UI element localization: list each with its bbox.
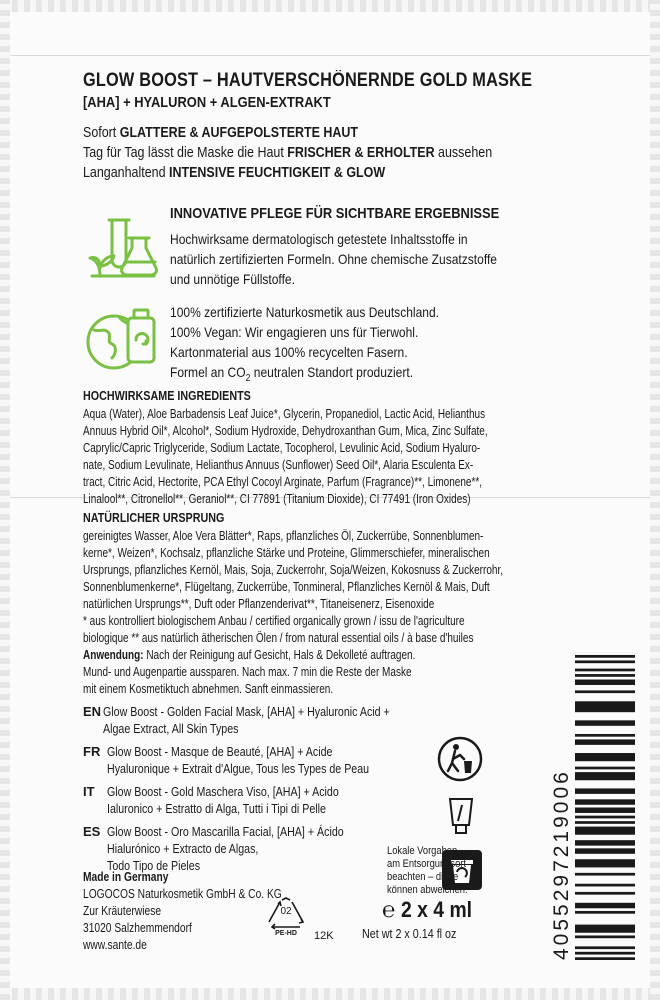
earth-bottle-icon [84, 300, 160, 376]
eco-line [170, 302, 570, 322]
barcode-bar [575, 808, 635, 813]
benefit-line [83, 143, 563, 163]
origin-line [83, 545, 573, 562]
origin-line [83, 562, 573, 579]
innovation-line [170, 249, 570, 269]
eco-line [170, 342, 570, 362]
translation-text [107, 783, 390, 817]
barcode-bar [575, 674, 635, 677]
origin-text: biologique ** aus natürlich ätherischen Ölen / from natural essential oils / à base d'huiles [83, 631, 474, 645]
barcode-bar [575, 767, 635, 770]
translation-en [83, 703, 453, 737]
barcode-bar [575, 935, 635, 938]
translation-line: Ialuronico + Estratto di Alga, Tutti i Tipi di Pelle [107, 801, 326, 816]
origin-text: Sonnenblumenkerne*, Flügeltang, Zuckerrübe, Tonmineral, Pflanzliches Kernöl & Mais, Duft [83, 580, 490, 594]
barcode-bar [575, 739, 635, 744]
eco-text: 100% zertifizierte Naturkosmetik aus Deutschland. [170, 304, 440, 320]
barcode-bar [575, 957, 635, 960]
disposal-note-line: können abweichen. [387, 884, 468, 896]
disposal-note-line: Lokale Vorgaben [387, 845, 458, 857]
translation-fr [83, 743, 453, 777]
serrated-edge-bottom [0, 988, 660, 1000]
usage-text: Mund- und Augenpartie aussparen. Nach max. 7 min die Reste der Maske [83, 665, 412, 679]
language-code: EN [83, 704, 102, 719]
net-weight-text: Net wt 2 x 0.14 fl oz [362, 927, 457, 941]
origin-text: Ursprungs, pflanzliches Kernöl, Mais, Soja, Zuckerrohr, Soja/Weizen, Kokosnuss & Zuckerrohr, [83, 563, 503, 577]
language-code: ES [83, 824, 101, 839]
quantity [382, 897, 482, 923]
benefit-bold: GLATTERE & AUFGEPOLSTERTE HAUT [119, 125, 359, 141]
eco-block [170, 302, 570, 389]
made-in: Made in Germany [83, 870, 169, 884]
translation-text [107, 823, 396, 874]
origin-line [83, 613, 573, 630]
ingredients-heading-text: HOCHWIRKSAME INGREDIENTS [83, 389, 251, 403]
benefit-bold: FRISCHER & ERHOLTER [287, 145, 435, 161]
product-subtitle [83, 93, 563, 113]
ingredients-list [83, 406, 573, 508]
net-weight [362, 927, 472, 941]
title-rest: – HAUTVERSCHÖNERNDE GOLD MASKE [198, 70, 533, 91]
origin-text: kerne*, Weizen*, Kochsalz, pflanzliche Stärke und Proteine, Glimmerschiefer, mineralischen [83, 546, 490, 560]
barcode-bar [575, 884, 635, 887]
innovation-text: natürlich zertifizierten Formeln. Ohne chemische Zusatzstoffe [170, 251, 498, 267]
ingredients-text: Aqua (Water), Aloe Barbadensis Leaf Juice*, Glycerin, Propanediol, Lactic Acid, Helianthus [83, 407, 486, 421]
ingredients-text: tract, Citric Acid, Hectorite, PCA Ethyl Cocoyl Arginate, Parfum (Fragrance)**, Limonene**, [83, 475, 483, 489]
translation-line: Todo Tipo de Pieles [107, 858, 201, 873]
title-block [83, 70, 563, 183]
subtitle-text: [AHA] + HYALURON + ALGEN-EXTRAKT [83, 94, 331, 111]
origin-list [83, 528, 573, 647]
benefit-line [83, 163, 563, 183]
recycling-code [266, 896, 306, 940]
barcode-bar [575, 892, 635, 895]
translation-it [83, 783, 453, 817]
quantity-amount: 2 x 4 ml [401, 897, 473, 922]
benefit-text: Sofort [83, 125, 120, 141]
usage-label: Anwendung: [83, 648, 144, 662]
origin-line [83, 630, 573, 647]
brand-name: GLOW BOOST [83, 70, 199, 91]
barcode [575, 655, 635, 960]
ingredients-line [83, 491, 573, 508]
barcode-bar [575, 873, 635, 876]
innovation-block [170, 204, 570, 289]
co2-subscript: 2 [245, 372, 251, 384]
ingredients-text: nate, Sodium Levulinate, Helianthus Annuus (Sunflower) Seed Oil*, Alaria Esculenta Ex- [83, 458, 474, 472]
period-after-opening: 12K [314, 930, 334, 942]
origin-line [83, 528, 573, 545]
usage-line [83, 647, 573, 664]
ingredients-line [83, 474, 573, 491]
barcode-digits [550, 670, 573, 960]
barcode-bar [575, 690, 635, 693]
barcode-bar [575, 946, 635, 949]
lab-plant-icon [84, 210, 160, 286]
barcode-bar [575, 911, 635, 914]
usage-block [83, 647, 573, 698]
ingredients-line [83, 406, 573, 423]
translation-line: Glow Boost - Gold Maschera Viso, [AHA] + Acido [107, 784, 339, 799]
eco-text: neutralen Standort produziert. [250, 364, 414, 380]
barcode-bar [575, 903, 635, 908]
origin-text: gereinigtes Wasser, Aloe Vera Blätter*, Raps, pflanzliches Öl, Zuckerrübe, Sonnenblumen- [83, 529, 484, 543]
disposal-note-line: beachten – diese [387, 871, 459, 883]
origin-line [83, 596, 573, 613]
serrated-edge-left [0, 0, 10, 1000]
origin-line [83, 579, 573, 596]
estimated-sign: ℮ [382, 897, 396, 922]
ingredients-heading [83, 389, 278, 403]
benefit-text: Langanhaltend [83, 165, 169, 181]
disposal-note [387, 845, 482, 897]
barcode-bar [575, 772, 635, 780]
recycling-number: 02 [280, 906, 292, 917]
translation-line: Hialurónico + Extracto de Algas, [107, 841, 259, 856]
origin-heading-text: NATÜRLICHER URSPRUNG [83, 511, 225, 525]
translation-text [103, 703, 453, 737]
ingredients-text: Caprylic/Capric Triglyceride, Sodium Lactate, Tocopherol, Levulinic Acid, Sodium Hyaluro- [83, 441, 481, 455]
barcode-bar [575, 925, 635, 933]
translation-line: Algae Extract, All Skin Types [103, 721, 239, 736]
usage-text: Nach der Reinigung auf Gesicht, Hals & Dekolleté auftragen. [143, 648, 416, 662]
origin-text: * aus kontrolliert biologischem Anbau / certified organically grown / issu de l'agriculture [83, 614, 465, 628]
translation-line: Glow Boost - Oro Mascarilla Facial, [AHA] + Ácido [107, 824, 344, 839]
benefit-text: aussehen [434, 145, 493, 161]
seal-line-top [10, 55, 650, 56]
barcode-bar [575, 859, 635, 867]
innovation-heading [170, 204, 570, 224]
eco-line [170, 362, 570, 389]
benefit-bold: INTENSIVE FEUCHTIGKEIT & GLOW [169, 165, 386, 181]
product-title [83, 70, 563, 92]
serrated-edge-right [650, 0, 660, 1000]
company-name: LOGOCOS Naturkosmetik GmbH & Co. KG [83, 887, 282, 901]
barcode-bar [575, 840, 635, 845]
origin-text: natürlichen Ursprungs**, Duft oder Pflanzenderivat**, Titaneisenerz, Eisenoxide [83, 597, 435, 611]
barcode-bar [575, 788, 635, 793]
barcode-bar [575, 816, 635, 819]
barcode-bar [575, 827, 635, 835]
barcode-number: 4055297219006 [550, 769, 573, 960]
innovation-heading-text: INNOVATIVE PFLEGE FÜR SICHTBARE ERGEBNISSE [170, 205, 500, 222]
barcode-bar [575, 720, 635, 725]
ingredients-line [83, 457, 573, 474]
barcode-bar [575, 753, 635, 761]
tidyman-icon [436, 735, 484, 783]
usage-line [83, 681, 573, 698]
barcode-bar [575, 669, 635, 672]
company-street: Zur Kräuterwiese [83, 904, 162, 918]
serrated-edge-top [0, 0, 660, 12]
ingredients-line [83, 440, 573, 457]
tube-icon [440, 795, 482, 837]
origin-heading [83, 511, 247, 525]
eco-text: Formel an CO [170, 364, 246, 380]
benefit-line [83, 123, 563, 143]
usage-text: mit einem Kosmetiktuch abnehmen. Sanft einmassieren. [83, 682, 334, 696]
innovation-text: und unnötige Füllstoffe. [170, 271, 295, 287]
eco-line [170, 322, 570, 342]
barcode-bar [575, 848, 635, 853]
usage-line [83, 664, 573, 681]
barcode-bar [575, 799, 635, 804]
disposal-note-line: am Entsorgungsort [387, 858, 466, 870]
barcode-bar [575, 680, 635, 685]
recycling-material: PE-HD [275, 930, 297, 937]
translation-line: Glow Boost - Golden Facial Mask, [AHA] + Hyaluronic Acid + [103, 704, 391, 719]
innovation-text: Hochwirksame dermatologisch getestete Inhaltsstoffe in [170, 231, 468, 247]
company-city: 31020 Salzhemmendorf [83, 921, 192, 935]
barcode-bar [575, 701, 635, 712]
translation-text [107, 743, 427, 777]
innovation-line [170, 269, 570, 289]
language-code: IT [83, 784, 95, 799]
benefits-list [83, 123, 563, 183]
barcode-bar [575, 660, 635, 663]
eco-text: Kartonmaterial aus 100% recycelten Fasern. [170, 344, 408, 360]
barcode-bar [575, 734, 635, 737]
barcode-bar [575, 821, 635, 824]
ingredients-line [83, 423, 573, 440]
ingredients-text: Annuus Hybrid Oil*, Alcohol*, Sodium Hydroxide, Dehydroxanthan Gum, Mica, Zinc Sulfate, [83, 424, 488, 438]
benefit-text: Tag für Tag lässt die Maske die Haut [83, 145, 288, 161]
barcode-bar [575, 655, 635, 658]
translation-line: Hyaluronique + Extrait d'Algue, Tous les Types de Peau [107, 761, 370, 776]
language-code: FR [83, 744, 101, 759]
barcode-bar [575, 952, 635, 955]
company-website[interactable]: www.sante.de [83, 938, 147, 952]
innovation-line [170, 229, 570, 249]
ingredients-text: Linalool**, Citronellol**, Geraniol**, CI 77891 (Titanium Dioxide), CI 77491 (Iron Oxides) [83, 492, 471, 506]
eco-text: 100% Vegan: Wir engagieren uns für Tierwohl. [170, 324, 419, 340]
translation-line: Glow Boost - Masque de Beauté, [AHA] + Acide [107, 744, 333, 759]
